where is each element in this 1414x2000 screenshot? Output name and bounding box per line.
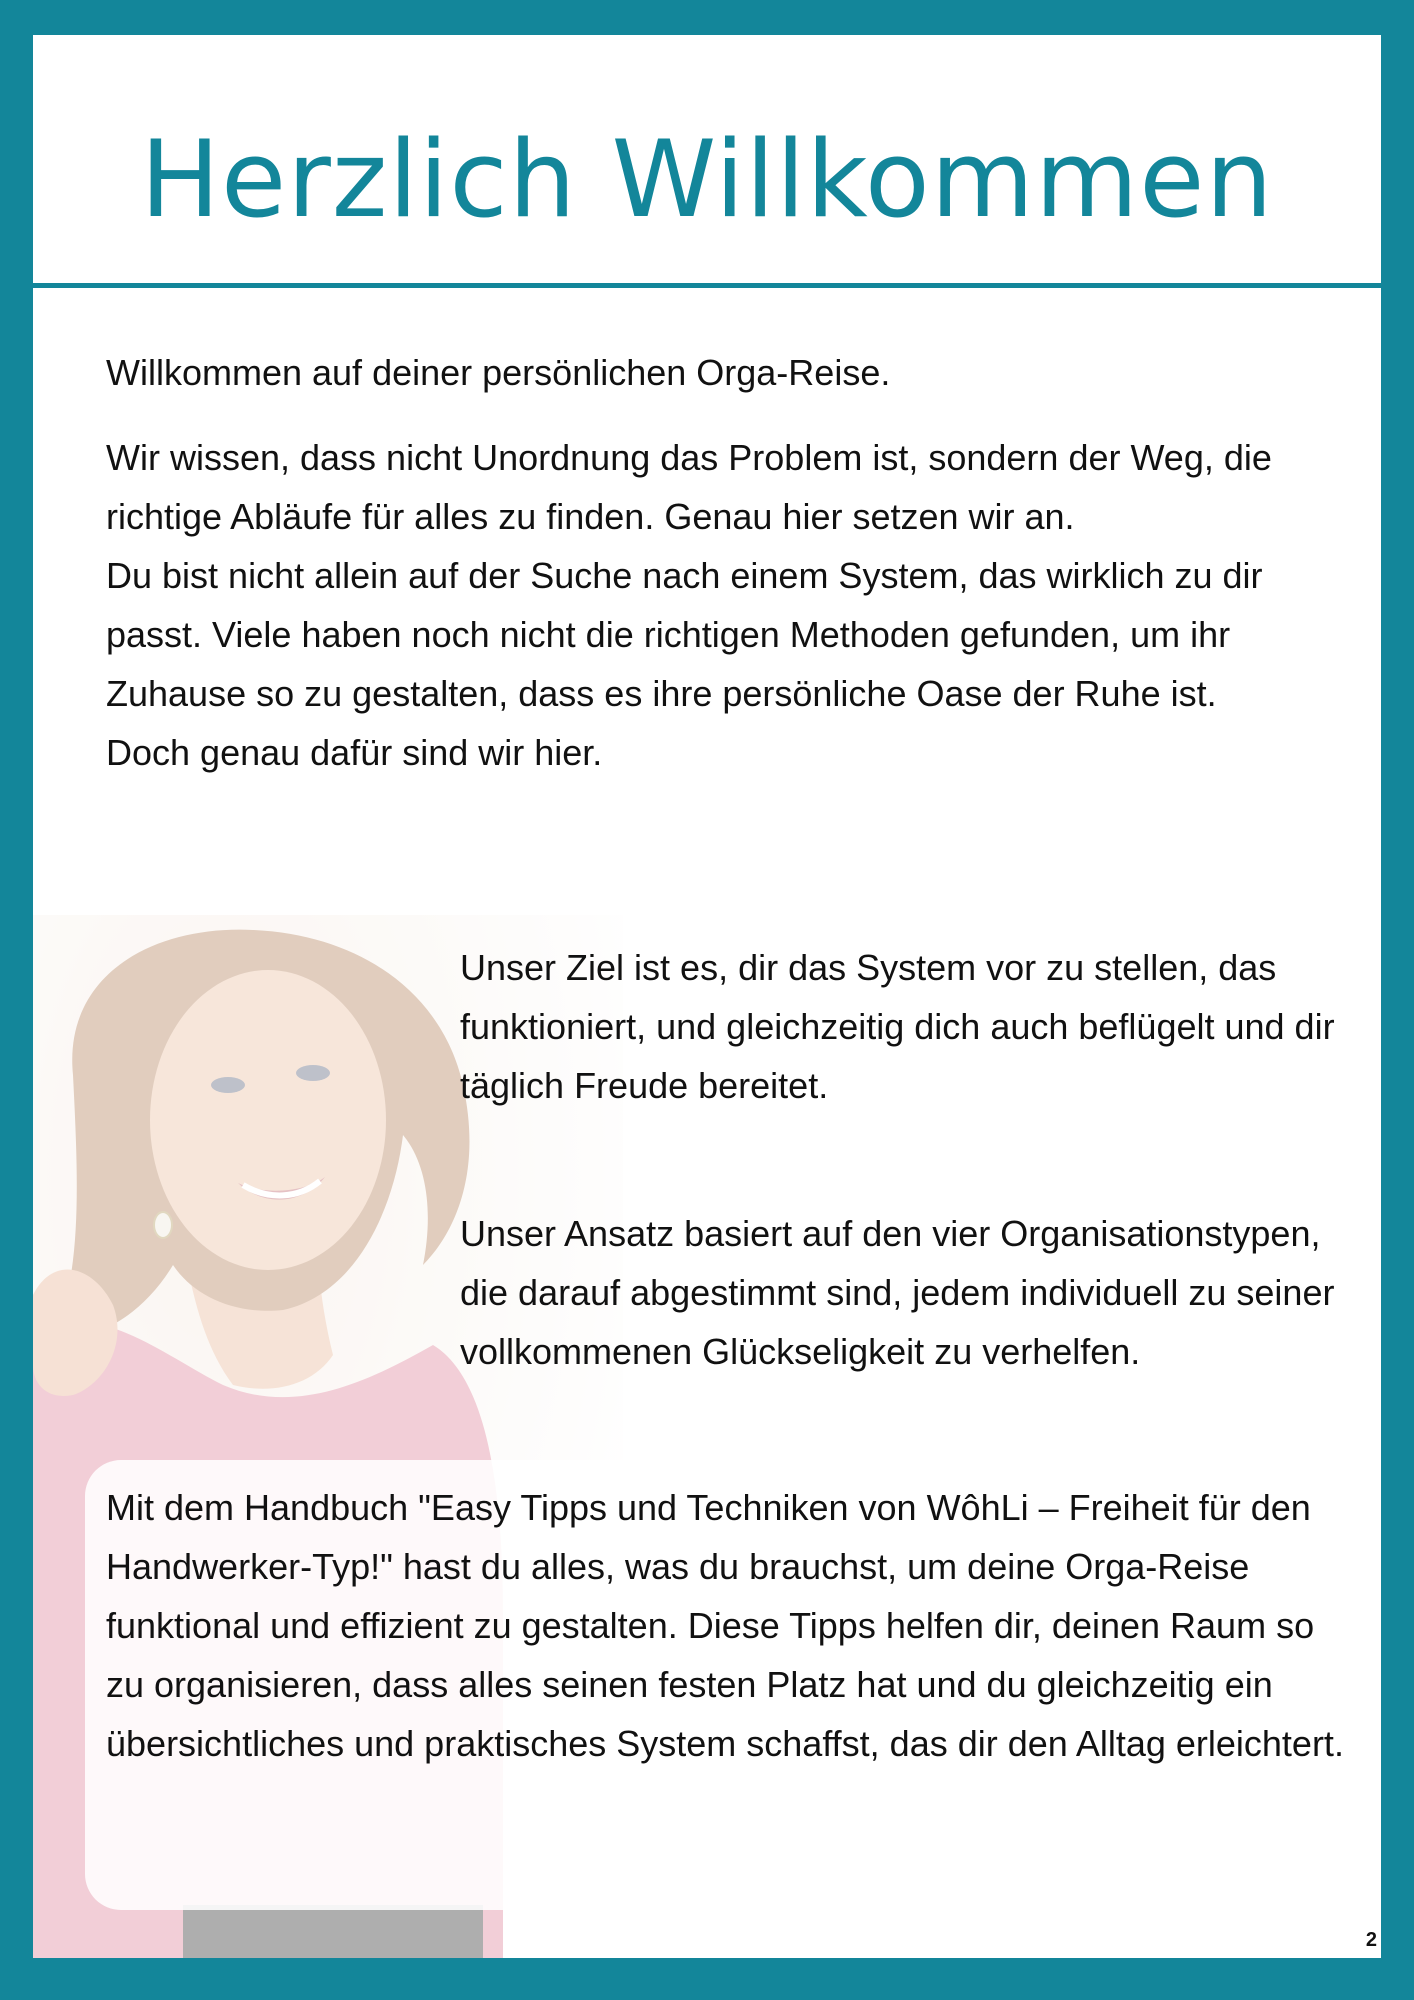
page-header (33, 35, 1381, 288)
intro-text-block (106, 428, 1356, 782)
search-paragraph: Du bist nicht allein auf der Suche nach einem System, das wirklich zu dir passt. Viele haben noch nicht die richtigen Methoden gefunden, um ihr Zuhause so zu gestalten, dass es ihre persönliche Oase der Ruhe ist. (106, 555, 1263, 714)
page-title: Herzlich Willkommen (140, 118, 1274, 241)
document-page (33, 35, 1381, 1958)
approach-paragraph: Unser Ansatz basiert auf den vier Organisationstypen, die darauf abgestimmt sind, jedem individuell zu seiner vollkommenen Glückseligkeit zu verhelfen. (460, 1213, 1335, 1372)
handbook-paragraph: Mit dem Handbuch "Easy Tipps und Techniken von WôhLi – Freiheit für den Handwerker-Typ!" hast du alles, was du brauchst, um deine Orga-Reise funktional und effizient zu gestalten. Diese Tipps helfen dir, deinen Raum so zu organisieren, dass alles seinen festen Platz hat und du gleichzeitig ein übersichtliches und praktisches System schaffst, das dir den Alltag erleichtert. (106, 1487, 1344, 1764)
goal-paragraph: Unser Ziel ist es, dir das System vor zu stellen, das funktioniert, und gleichzeitig dich auch beflügelt und dir täglich Freude bereitet. (460, 947, 1335, 1106)
purpose-paragraph: Doch genau dafür sind wir hier. (106, 732, 603, 773)
page-number: 2 (1365, 1929, 1377, 1951)
problem-paragraph: Wir wissen, dass nicht Unordnung das Problem ist, sondern der Weg, die richtige Abläufe für alles zu finden. Genau hier setzen wir an. (106, 437, 1272, 537)
intro-paragraph: Willkommen auf deiner persönlichen Orga-Reise. (106, 352, 891, 393)
